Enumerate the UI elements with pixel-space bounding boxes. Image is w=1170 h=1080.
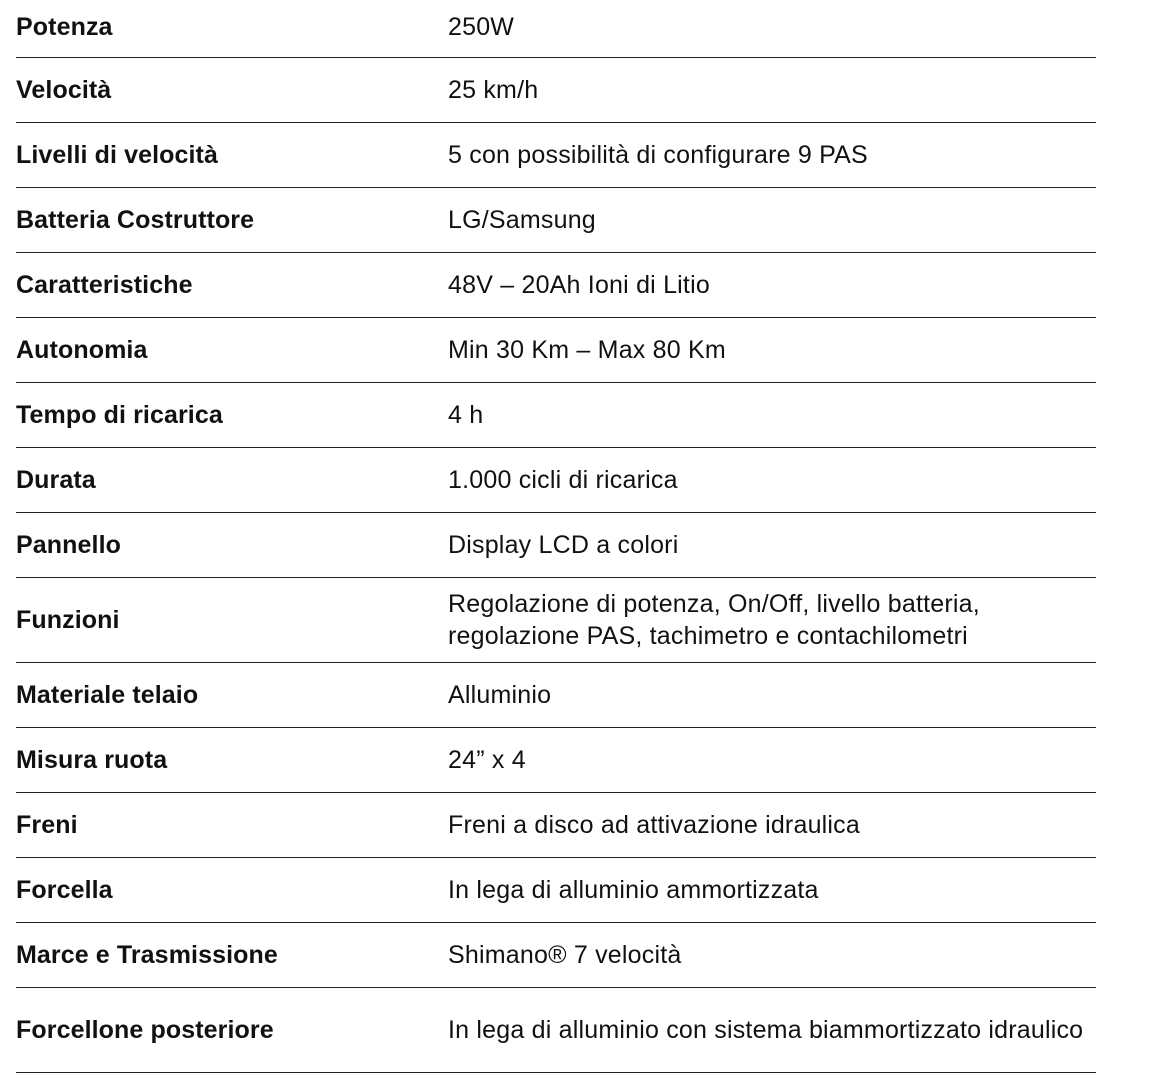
spec-value: 5 con possibilità di configurare 9 PAS xyxy=(448,123,1096,188)
spec-row-forcellone-posteriore xyxy=(16,988,1096,1073)
spec-label: Misura ruota xyxy=(16,728,448,793)
spec-row-caratteristiche xyxy=(16,253,1096,318)
spec-row-forcella xyxy=(16,858,1096,923)
spec-value: Min 30 Km – Max 80 Km xyxy=(448,318,1096,383)
spec-label: Materiale telaio xyxy=(16,663,448,728)
spec-row-batteria-costruttore xyxy=(16,188,1096,253)
spec-row-autonomia xyxy=(16,318,1096,383)
spec-value: In lega di alluminio con sistema biammortizzato idraulico xyxy=(448,988,1096,1073)
spec-label: Autonomia xyxy=(16,318,448,383)
spec-label: Potenza xyxy=(16,0,448,58)
spec-label: Batteria Costruttore xyxy=(16,188,448,253)
spec-row-tempo-ricarica xyxy=(16,383,1096,448)
spec-value: 25 km/h xyxy=(448,58,1096,123)
spec-label: Funzioni xyxy=(16,578,448,663)
spec-table xyxy=(16,0,1096,1073)
spec-row-misura-ruota xyxy=(16,728,1096,793)
spec-label: Durata xyxy=(16,448,448,513)
spec-label: Forcellone posteriore xyxy=(16,988,448,1073)
spec-value: 250W xyxy=(448,0,1096,58)
spec-label: Freni xyxy=(16,793,448,858)
spec-value: 4 h xyxy=(448,383,1096,448)
spec-row-marce-trasmissione xyxy=(16,923,1096,988)
spec-label: Velocità xyxy=(16,58,448,123)
spec-value: Freni a disco ad attivazione idraulica xyxy=(448,793,1096,858)
spec-row-potenza xyxy=(16,0,1096,58)
spec-label: Marce e Trasmissione xyxy=(16,923,448,988)
spec-value: In lega di alluminio ammortizzata xyxy=(448,858,1096,923)
spec-value: 48V – 20Ah Ioni di Litio xyxy=(448,253,1096,318)
spec-value: Display LCD a colori xyxy=(448,513,1096,578)
spec-label: Tempo di ricarica xyxy=(16,383,448,448)
spec-value: Alluminio xyxy=(448,663,1096,728)
spec-value: Shimano® 7 velocità xyxy=(448,923,1096,988)
spec-value: 24” x 4 xyxy=(448,728,1096,793)
spec-row-funzioni xyxy=(16,578,1096,663)
spec-label: Pannello xyxy=(16,513,448,578)
spec-value: Regolazione di potenza, On/Off, livello batteria, regolazione PAS, tachimetro e contachilometri xyxy=(448,578,1096,663)
spec-label: Caratteristiche xyxy=(16,253,448,318)
spec-row-velocita xyxy=(16,58,1096,123)
spec-value: LG/Samsung xyxy=(448,188,1096,253)
spec-row-durata xyxy=(16,448,1096,513)
spec-label: Forcella xyxy=(16,858,448,923)
spec-row-materiale-telaio xyxy=(16,663,1096,728)
spec-row-freni xyxy=(16,793,1096,858)
spec-value: 1.000 cicli di ricarica xyxy=(448,448,1096,513)
spec-row-livelli-velocita xyxy=(16,123,1096,188)
spec-label: Livelli di velocità xyxy=(16,123,448,188)
spec-row-pannello xyxy=(16,513,1096,578)
